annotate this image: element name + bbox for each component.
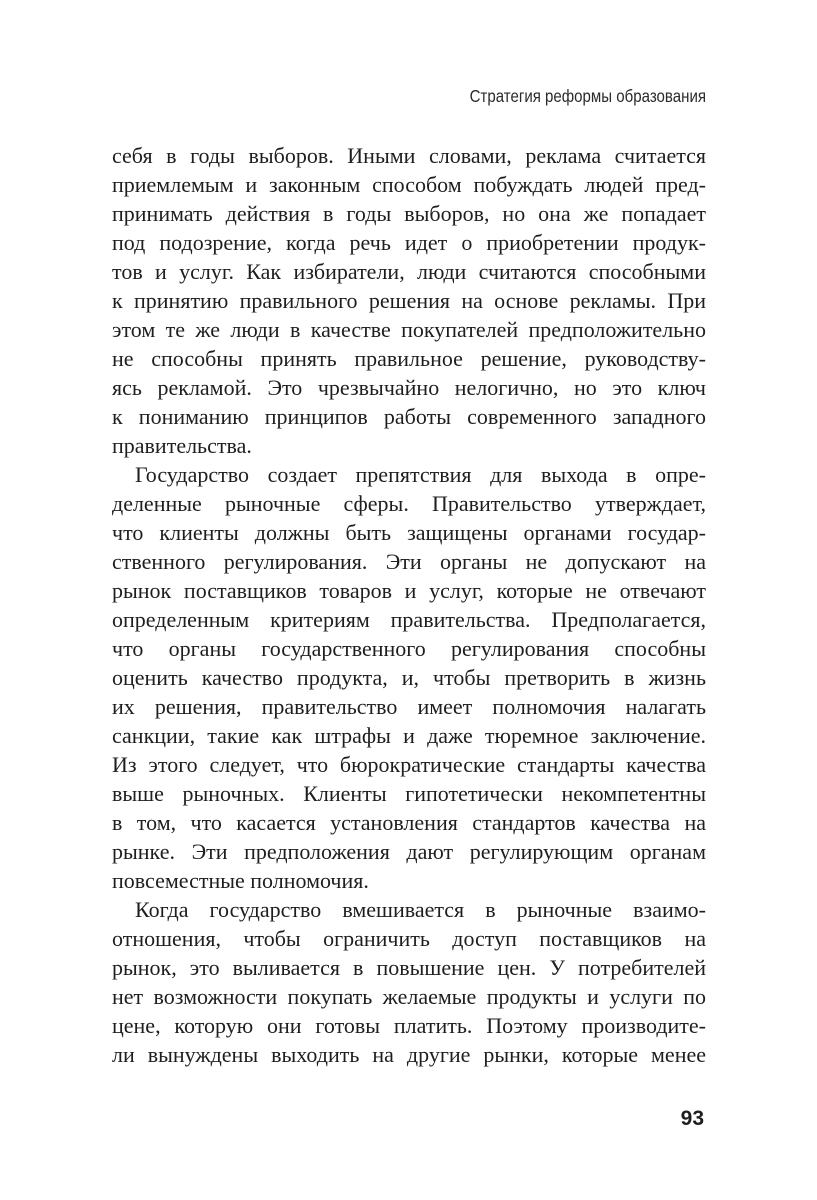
text-line: что органы государственного регулирования способны (112, 636, 706, 661)
text-line: оценить качество продукта, и, чтобы претворить в жизнь (112, 665, 706, 690)
paragraph (112, 895, 706, 1069)
text-line: рынке. Эти предположения дают регулирующим органам (112, 839, 706, 864)
text-line: цене, которую они готовы платить. Поэтому производите- (112, 1013, 706, 1038)
text-line: не способны принять правильное решение, руководству- (112, 346, 706, 371)
text-line: к принятию правильного решения на основе рекламы. При (112, 288, 706, 313)
text-line: этом те же люди в качестве покупателей предположительно (112, 317, 706, 342)
text-line: санкции, такие как штрафы и даже тюремное заключение. (112, 723, 706, 748)
text-line: их решения, правительство имеет полномочия налагать (112, 694, 706, 719)
text-line: рынок, это выливается в повышение цен. У потребителей (112, 955, 706, 980)
text-line: что клиенты должны быть защищены органами государ- (112, 520, 706, 545)
text-line: ясь рекламой. Это чрезвычайно нелогично, но это ключ (112, 375, 706, 400)
running-header: Стратегия реформы образования (469, 86, 706, 106)
text-line: деленные рыночные сферы. Правительство утверждает, (112, 491, 706, 516)
text-line: тов и услуг. Как избиратели, люди считаются способными (112, 259, 706, 284)
text-line: рынок поставщиков товаров и услуг, которые не отвечают (112, 578, 706, 603)
text-line: правительства. (112, 433, 252, 458)
text-line: повсеместные полномочия. (112, 868, 369, 893)
text-line: нет возможности покупать желаемые продукты и услуги по (112, 984, 706, 1009)
text-line: определенным критериям правительства. Предполагается, (112, 607, 706, 632)
text-line: себя в годы выборов. Иными словами, реклама считается (112, 143, 706, 168)
text-line: к пониманию принципов работы современного западного (112, 404, 706, 429)
text-line: приемлемым и законным способом побуждать людей пред- (112, 172, 706, 197)
text-line: под подозрение, когда речь идет о приобретении продук- (112, 230, 706, 255)
body-text (112, 141, 706, 1069)
text-line: выше рыночных. Клиенты гипотетически некомпетентны (112, 781, 706, 806)
text-line: в том, что касается установления стандартов качества на (112, 810, 706, 835)
paragraph (112, 460, 706, 895)
text-line: ли вынуждены выходить на другие рынки, которые менее (112, 1042, 706, 1067)
paragraph (112, 141, 706, 460)
text-line: Государство создает препятствия для выхода в опре- (135, 462, 706, 487)
text-line: отношения, чтобы ограничить доступ поставщиков на (112, 926, 706, 951)
text-line: Из этого следует, что бюрократические стандарты качества (112, 752, 706, 777)
text-line: принимать действия в годы выборов, но она же попадает (112, 201, 706, 226)
page-number: 93 (680, 1107, 704, 1130)
text-line: Когда государство вмешивается в рыночные взаимо- (135, 897, 706, 922)
text-line: ственного регулирования. Эти органы не допускают на (112, 549, 706, 574)
